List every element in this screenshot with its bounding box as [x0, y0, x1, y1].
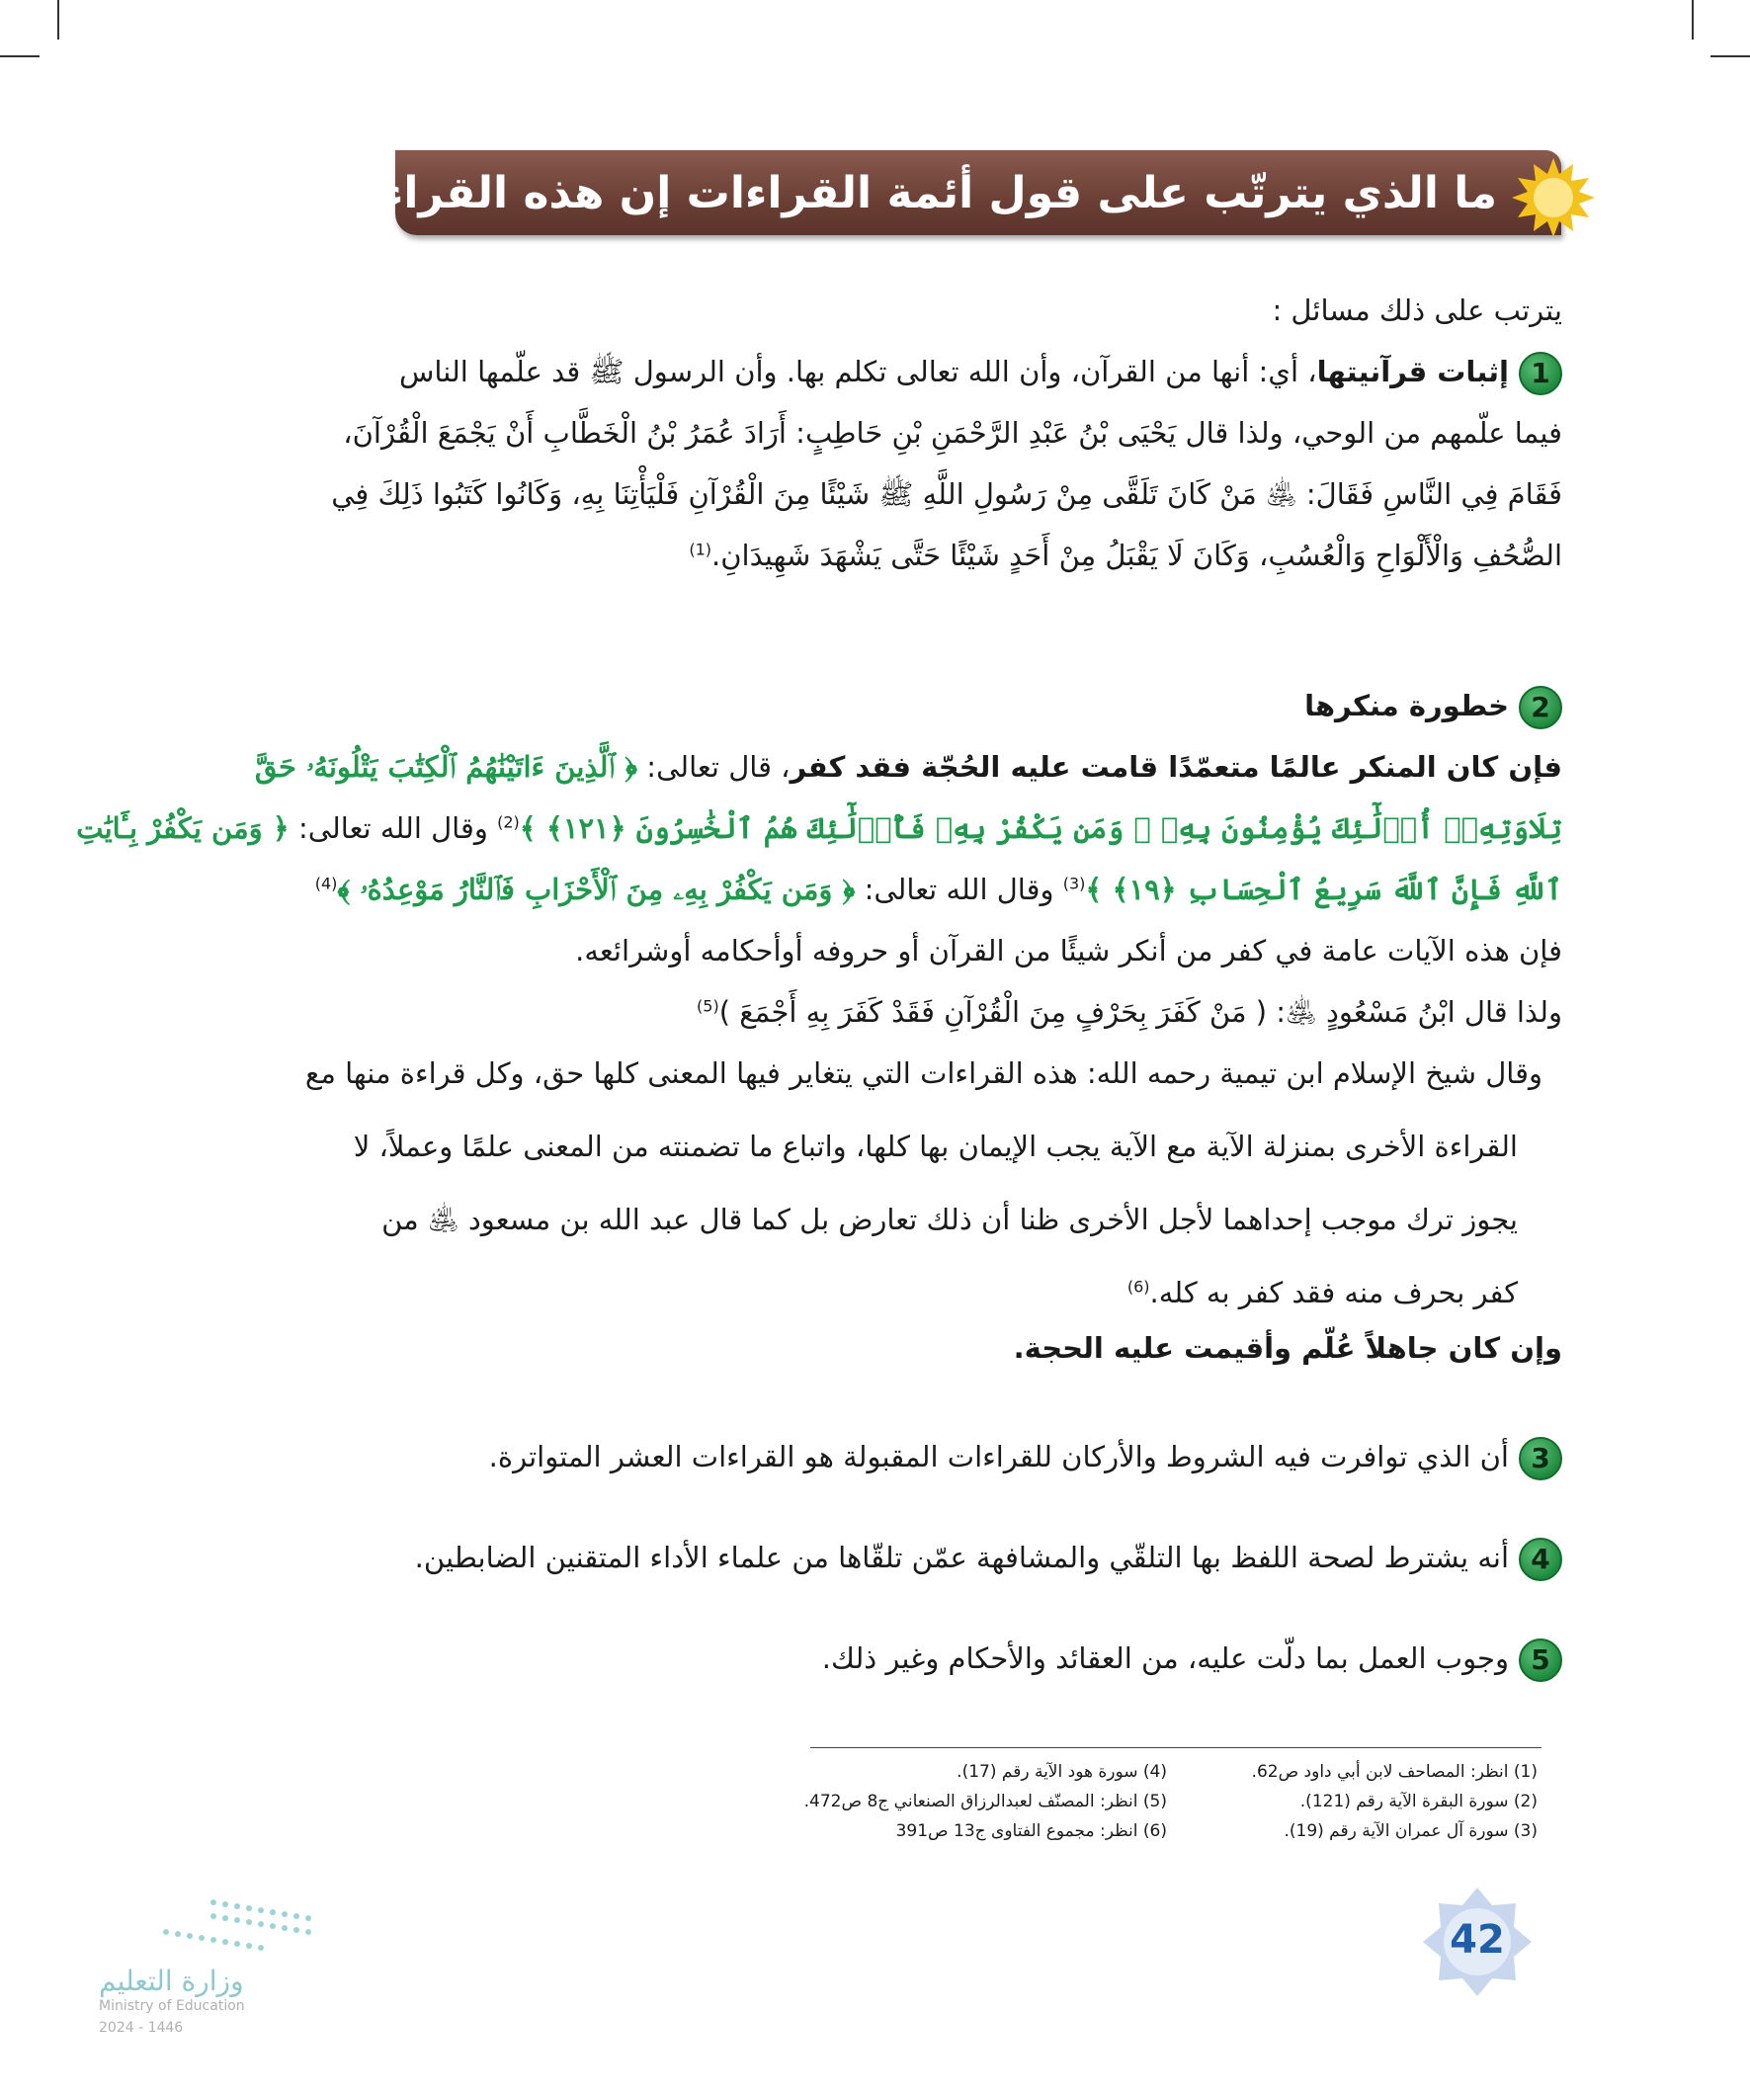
footnote-ref: (1)	[689, 540, 712, 559]
number-badge-1: 1	[1519, 352, 1562, 395]
item-2-line-7: القراءة الأخرى بمنزلة الآية مع الآية يجب الإيمان بها كلها، واتباع ما تضمنته من المعنى علمًا وعملاً، لا	[353, 1130, 1518, 1163]
footnote-6: (6) انظر: مجموع الفتاوى ج13 ص391	[895, 1821, 1167, 1841]
item-3	[489, 1425, 1562, 1488]
item-2-label: خطورة منكرها	[1304, 689, 1509, 722]
item-2-line-6: وقال شيخ الإسلام ابن تيمية رحمه الله: هذه القراءات التي يتغاير فيها المعنى كلها حق، وكل قراءة منها مع	[304, 1056, 1542, 1090]
item-5-text: وجوب العمل بما دلّت عليه، من العقائد والأحكام وغير ذلك.	[821, 1641, 1509, 1675]
said-text: وقال الله تعالى:	[297, 811, 488, 845]
item-2-heading	[1304, 674, 1562, 737]
footnote-2: (2) سورة البقرة الآية رقم (121).	[1299, 1792, 1538, 1811]
ayah-text: ٱللَّهِ فَإِنَّ ٱللَّهَ سَرِيعُ ٱلْحِسَابِ ﴿١٩﴾ ﴾	[1085, 873, 1562, 906]
footnote-ref: (2)	[497, 812, 520, 832]
item-4-text: أنه يشترط لصحة اللفظ بها التلقّي والمشافهة عمّن تلقّاها من علماء الأداء المتقنين الضابطين.	[414, 1541, 1509, 1574]
ayah-text: تِلَاوَتِهِۦٓ أُو۟لَٰٓئِكَ يُؤْمِنُونَ بِهِۦ ۗ وَمَن يَكْفُرْ بِهِۦ فَأُو۟لَٰٓئِكَ هُمُ ٱلْخَٰسِرُونَ ﴿١٢١﴾ ﴾	[519, 811, 1562, 845]
number-badge-3: 3	[1519, 1437, 1562, 1480]
item-2-line-5	[697, 980, 1562, 1044]
item-1-line-1	[399, 340, 1562, 403]
page-title: ما الذي يترتّب على قول أئمة القراءات إن هذه القراءة مقبولة؟	[169, 168, 1497, 218]
crop-mark	[0, 55, 40, 57]
item-4	[415, 1526, 1562, 1589]
quote-end: كفر بحرف منه فقد كفر به كله.	[1149, 1276, 1518, 1309]
main-content	[76, 279, 1562, 1702]
crop-mark	[1710, 55, 1750, 57]
ministry-name-english: Ministry of Education	[99, 1998, 245, 2014]
footnote-1: (1) انظر: المصاحف لابن أبي داود ص62.	[1251, 1762, 1538, 1782]
item-2-line-10: وإن كان جاهلاً عُلّم وأقيمت عليه الحجة.	[1013, 1331, 1562, 1365]
item-3-text: أن الذي توافرت فيه الشروط والأركان للقراءات المقبولة هو القراءات العشر المتواترة.	[488, 1440, 1509, 1473]
ayah-text: ﴿ ٱلَّذِينَ ءَاتَيْنَٰهُمُ ٱلْكِتَٰبَ يَتْلُونَهُۥ حَقَّ	[254, 750, 638, 784]
page-number: 42	[1450, 1917, 1505, 1963]
crop-mark	[1692, 0, 1694, 40]
ayah-text: ﴿ وَمَن يَكْفُرْ بِهِۦ مِنَ ٱلْأَحْزَابِ فَٱلنَّارُ مَوْعِدُهُۥ ﴾	[337, 873, 856, 906]
item-2-line-8: يجوز ترك موجب إحداهما لأجل الأخرى ظنا أن ذلك تعارض بل كما قال عبد الله بن مسعود ﵁ من	[381, 1203, 1518, 1236]
footnote-ref: (3)	[1062, 874, 1086, 893]
item-1-line-4	[689, 524, 1562, 587]
intro-text: يترتب على ذلك مسائل :	[1272, 294, 1562, 327]
item-1-label: إثبات قرآنيتها	[1316, 355, 1509, 388]
said-text: وقال الله تعالى:	[864, 873, 1054, 906]
footnote-5: (5) انظر: المصنّف لعبدالرزاق الصنعاني ج8 ص472.	[803, 1792, 1167, 1811]
item-1-text: ، أي: أنها من القرآن، وأن الله تعالى تكلم بها. وأن الرسول ﷺ قد علّمها الناس	[398, 355, 1317, 388]
sun-icon	[1512, 156, 1595, 239]
number-badge-2: 2	[1519, 686, 1562, 729]
item-2-line-3	[315, 858, 1562, 921]
footnote-4: (4) سورة هود الآية رقم (17).	[957, 1762, 1167, 1782]
item-2-line-9	[1127, 1261, 1518, 1324]
header-banner	[169, 150, 1561, 235]
quote-text: ولذا قال ابْنُ مَسْعُودٍ ﵁: ( مَنْ كَفَرَ بِحَرْفٍ مِنَ الْقُرْآنِ فَقَدْ كَفَرَ بِهِ أَجْمَعَ )	[718, 995, 1562, 1029]
footnote-divider	[810, 1747, 1542, 1748]
number-badge-4: 4	[1519, 1538, 1562, 1581]
athar-text: الصُّحُفِ وَالْأَلْوَاحِ وَالْعُسُبِ، وَكَانَ لَا يَقْبَلُ مِنْ أَحَدٍ شَيْئًا حَتَّى يَشْهَدَ شَهِيدَانِ.	[711, 539, 1562, 572]
footnote-ref: (5)	[697, 996, 719, 1016]
item-1-line-2: فيما علّمهم من الوحي، ولذا قال يَحْيَى بْنُ عَبْدِ الرَّحْمَنِ بْنِ حَاطِبٍ: أَرَادَ عُمَرُ بْنُ الْخَطَّابِ أَنْ يَجْمَعَ الْقُرْآنَ،	[343, 416, 1562, 450]
crop-mark	[57, 0, 59, 40]
edition-year: 2024 - 1446	[99, 2020, 184, 2036]
ruling-bold: فإن كان المنكر عالمًا متعمّدًا قامت عليه الحُجّة فقد كفر	[790, 750, 1562, 784]
item-1-line-3: فَقَامَ فِي النَّاسِ فَقَالَ: ﵁ مَنْ كَانَ تَلَقَّى مِنْ رَسُولِ اللَّهِ ﷺ شَيْئًا مِنَ الْقُرْآنِ فَلْيَأْتِنَا بِهِ، وَكَانُوا كَتَبُوا ذَلِكَ فِي	[331, 477, 1562, 511]
ayah-text: ﴿ وَمَن يَكْفُرْ بِـَٔايَٰتِ	[76, 811, 290, 845]
number-badge-5: 5	[1519, 1638, 1562, 1682]
footnote-ref: (6)	[1126, 1277, 1150, 1297]
ministry-name-arabic: وزارة التعليم	[99, 1965, 244, 1997]
item-5	[822, 1627, 1562, 1690]
ruling-rest: ، قال تعالى:	[646, 750, 791, 784]
item-2-line-4: فإن هذه الآيات عامة في كفر من أنكر شيئًا من القرآن أو حروفه أوأحكامه أوشرائعه.	[575, 934, 1562, 967]
footnote-ref: (4)	[314, 874, 338, 893]
footnote-3: (3) سورة آل عمران الآية رقم (19).	[1284, 1821, 1538, 1841]
item-2-line-2	[76, 797, 1562, 860]
item-2-line-1	[255, 735, 1562, 798]
